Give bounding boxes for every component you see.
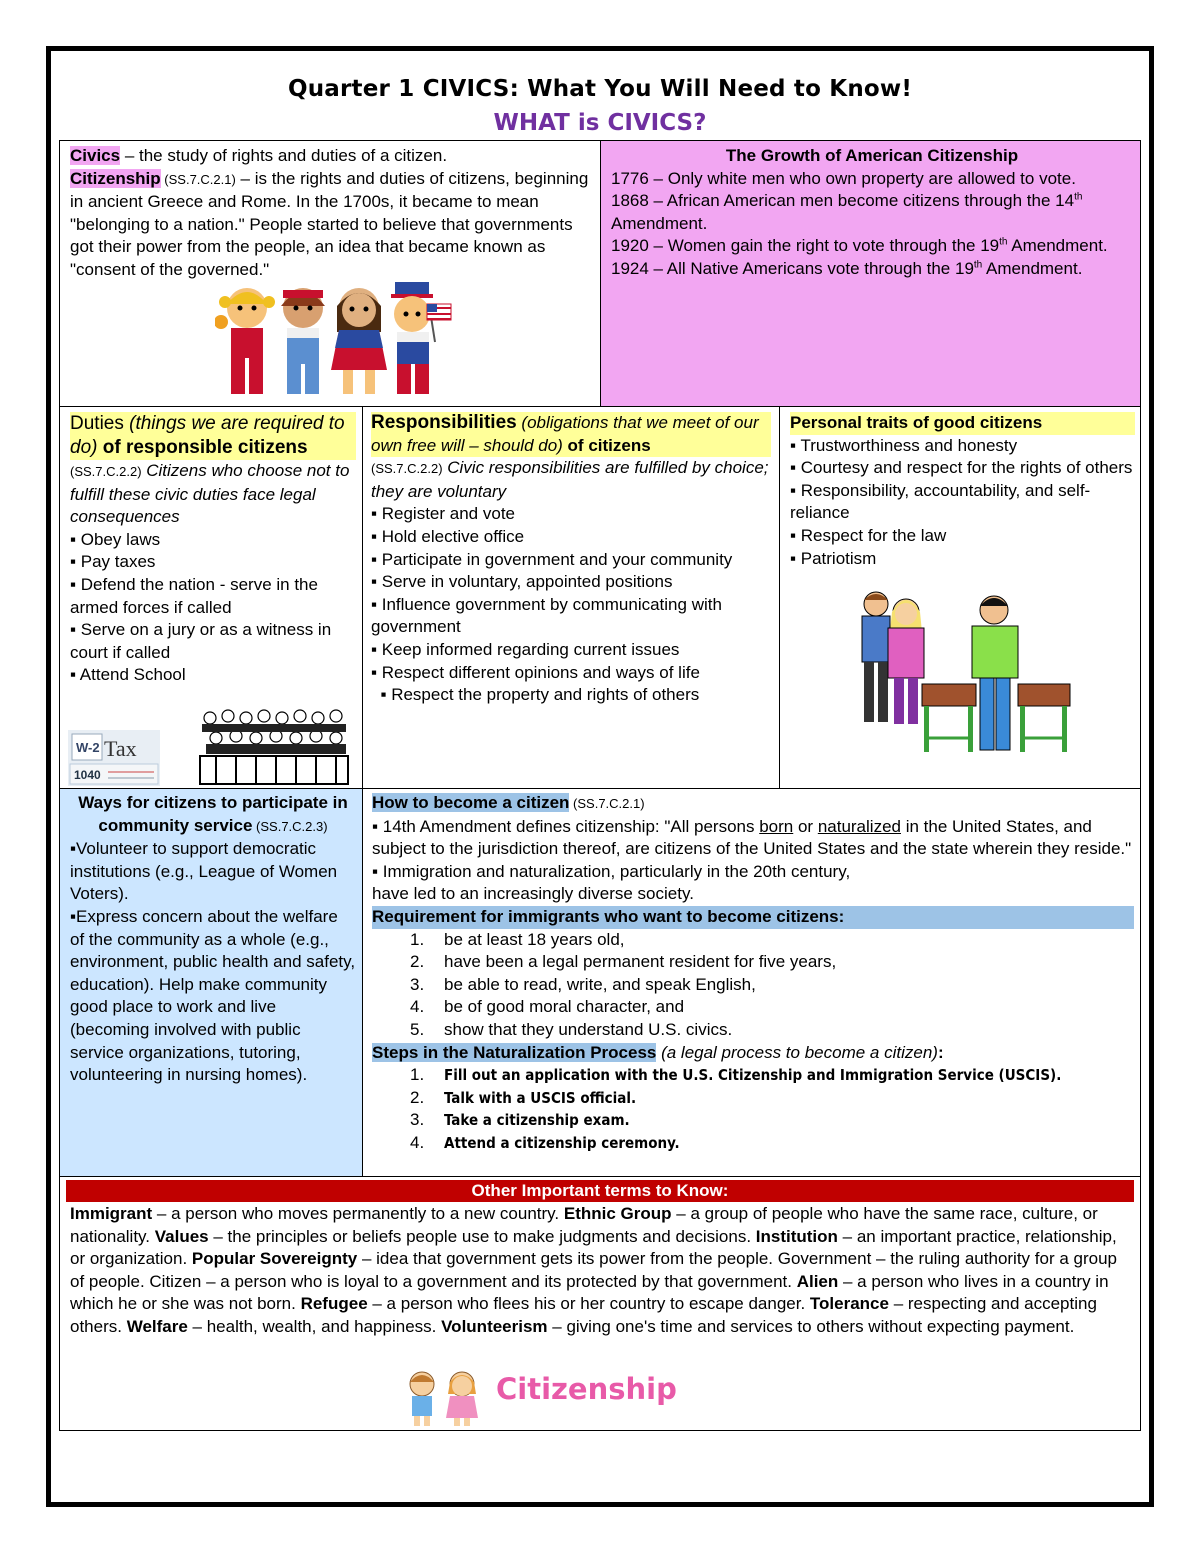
requirement-item: 1. be at least 18 years old, <box>410 929 625 949</box>
requirement-item: 3. be able to read, write, and speak English, <box>410 974 756 994</box>
citizenship-logo <box>400 1368 690 1428</box>
duties-item: ▪ Defend the nation - serve in the armed forces if called <box>70 574 318 617</box>
duties-code: (SS.7.C.2.2) <box>70 464 142 479</box>
page-subtitle: WHAT is CIVICS? <box>493 110 707 136</box>
children-icon <box>400 1368 492 1428</box>
student-3 <box>972 596 1018 750</box>
responsibility-item: ▪ Register and vote <box>371 504 515 524</box>
ways-heading: Ways for citizens to participate in community service <box>78 793 348 835</box>
divider <box>59 1176 1141 1177</box>
term: Popular Sovereignty <box>191 1249 358 1269</box>
step-item: 4. Attend a citizenship ceremony. <box>410 1132 680 1152</box>
growth-event: 1868 – African American men become citizens through the 14th Amendment. <box>611 191 1083 233</box>
responsibility-item: ▪ Participate in government and your community <box>371 549 733 569</box>
terms-paragraph: Immigrant – a person who moves permanently to a new country. Ethnic Group – a group of people who have the same race, culture, or nationality. Values – the principles or beliefs people use to make judgments and decisions. Institution – an important practice, relationship, or organization. Popular Sovereignty – idea that government gets its power from the people. Government – the ruling authority for a group of people. Citizen – a person who is loyal to a government and its protected by that government. Alien – a person who lives in a country in which he or she was not born. Refugee – a person who flees his or her country to escape danger. Tolerance – respecting and accepting others. Welfare – health, wealth, and happiness. Volunteerism – giving one's time and services to others without expecting payment. <box>70 1204 1117 1336</box>
ways-item: ▪Volunteer to support democratic institutions (e.g., League of Women Voters). <box>70 839 338 904</box>
ways-code: (SS.7.C.2.3) <box>252 818 328 834</box>
citizenship-definition: – is the rights and duties of citizens, beginning in ancient Greece and Rome. In the 1700s, it became to mean "belonging to a nation." People started to believe that governments got their power from the people, an idea that became known as "consent of the governed." <box>70 168 589 279</box>
requirement-item: 2. have been a legal permanent resident for five years, <box>410 952 837 972</box>
become-code: (SS.7.C.2.1) <box>569 796 645 811</box>
student-2 <box>888 599 924 724</box>
trait-item: ▪ Courtesy and respect for the rights of others <box>790 458 1133 478</box>
terms-heading: Other Important terms to Know: <box>66 1180 1134 1202</box>
citizenship-logo-text: Citizenship <box>496 1372 677 1406</box>
traits-panel <box>790 412 1135 570</box>
divider <box>600 140 601 407</box>
divider <box>362 406 363 1177</box>
growth-event: 1776 – Only white men who own property are allowed to vote. <box>611 168 1076 188</box>
responsibilities-heading-paren: (obligations that we meet of our own free will – should do) <box>371 413 759 455</box>
duties-item: ▪ Pay taxes <box>70 552 156 572</box>
responsibilities-heading-rest: of citizens <box>562 435 651 455</box>
tax-form-w2: W-2 <box>76 740 100 755</box>
growth-event: 1924 – All Native Americans vote through the 19th Amendment. <box>611 258 1083 278</box>
desk-1 <box>922 684 976 752</box>
amendment-paragraph: ▪ 14th Amendment defines citizenship: "All persons born or naturalized in the United States, and subject to the jurisdiction thereof, are citizens of the United States and the state wherein they reside." <box>372 816 1132 859</box>
ways-panel <box>70 792 356 1087</box>
divider <box>59 788 1141 789</box>
trait-item: ▪ Trustworthiness and honesty <box>790 435 1018 455</box>
duties-heading-rest: of responsible citizens <box>97 437 308 458</box>
responsibility-item: ▪ Respect different opinions and ways of life <box>371 662 700 682</box>
step-item: 1. Fill out an application with the U.S. Citizenship and Immigration Service (USCIS). <box>410 1065 1062 1085</box>
duties-item: ▪ Serve on a jury or as a witness in court if called <box>70 620 332 662</box>
responsibility-item: ▪ Serve in voluntary, appointed positions <box>371 572 673 592</box>
kids-illustration <box>215 282 455 402</box>
trait-item: ▪ Respect for the law <box>790 525 947 545</box>
term: Values <box>154 1226 209 1246</box>
citizenship-term: Citizenship <box>70 168 161 188</box>
trait-item: ▪ Responsibility, accountability, and self-reliance <box>790 480 1091 523</box>
duties-heading-word: Duties <box>70 413 124 434</box>
duties-item: ▪ Obey laws <box>70 529 161 549</box>
requirement-item: 5. show that they understand U.S. civics. <box>410 1019 733 1039</box>
responsibilities-panel <box>371 412 774 707</box>
duties-note: Citizens who choose not to fulfill these civic duties face legal consequences <box>70 461 350 527</box>
steps-list <box>372 1064 1136 1154</box>
growth-heading: The Growth of American Citizenship <box>725 146 1019 165</box>
pledge-illustration <box>842 588 1072 760</box>
step-item: 2. Talk with a USCIS official. <box>410 1087 637 1107</box>
divider <box>59 406 1141 407</box>
responsibility-item: ▪ Keep informed regarding current issues <box>371 639 680 659</box>
steps-heading-paren: (a legal process to become a citizen) <box>656 1042 938 1062</box>
kid-4 <box>391 282 451 394</box>
responsibility-item: ▪ Influence government by communicating with government <box>371 594 722 637</box>
student-1 <box>862 592 890 722</box>
kid-2 <box>281 288 325 394</box>
become-citizen-panel: How to become a citizen (SS.7.C.2.1) ▪ 14th Amendment defines citizenship: "All persons born or naturalized in the United States, and subject to the jurisdiction thereof, are citizens of the United States and the state wherein they reside." ▪ Immigration and naturalization, particularly in the 20th century, have led to an increasingly diverse society. Requirement for immigrants who want to become citizens: 1. be at least 18 years old, 2. have been a legal permanent resident for five years, 3. be able to read, write, and speak English, 4. be of good moral character, and 5. show that they understand U.S. civics. Steps in the Naturalization Process (a legal process to become a citizen): 1. Fill out an application with the U.S. Citizenship and Immigration Service (USCIS). 2. Talk with a USCIS official. 3. Take a citizenship exam. 4. Attend a citizenship ceremony. <box>372 792 1136 1155</box>
requirements-heading: Requirement for immigrants who want to become citizens: <box>372 906 1134 929</box>
growth-of-citizenship <box>611 145 1133 281</box>
term: Ethnic Group <box>563 1204 672 1223</box>
responsibilities-note: Civic responsibilities are fulfilled by choice; they are voluntary <box>371 458 769 501</box>
term: Alien <box>796 1271 839 1291</box>
citizenship-code: (SS.7.C.2.1) <box>160 171 236 187</box>
term: Tolerance <box>809 1294 889 1314</box>
duties-panel <box>70 412 356 687</box>
trait-item: ▪ Patriotism <box>790 548 877 568</box>
tax-label: Tax <box>104 736 137 761</box>
civics-definition: – the study of rights and duties of a citizen. <box>120 146 448 165</box>
ways-item: ▪Express concern about the welfare of the community as a whole (e.g., environment, public health and safety, education). Help make community good place to work and live (becoming involved with public service organizations, tutoring, volunteering in nursing homes). <box>70 906 356 1085</box>
desk-2 <box>1018 684 1070 752</box>
traits-heading: Personal traits of good citizens <box>790 412 1135 435</box>
growth-event: 1920 – Women gain the right to vote through the 19th Amendment. <box>611 236 1108 256</box>
kid-1 <box>215 288 275 394</box>
responsibility-item: ▪ Hold elective office <box>371 526 525 546</box>
steps-heading: Steps in the Naturalization Process <box>372 1042 657 1062</box>
term: Refugee <box>300 1294 368 1314</box>
become-heading: How to become a citizen <box>372 793 570 812</box>
term: Volunteerism <box>441 1316 548 1336</box>
responsibilities-heading-word: Responsibilities <box>371 412 517 433</box>
tax-form-1040: 1040 <box>74 768 101 782</box>
duties-heading-paren: (things we are required to do) <box>70 413 345 458</box>
divider <box>779 406 780 788</box>
civics-definitions <box>70 145 590 282</box>
responsibilities-code: (SS.7.C.2.2) <box>371 461 443 477</box>
requirements-list <box>372 929 1136 1042</box>
requirement-item: 4. be of good moral character, and <box>410 997 685 1017</box>
page-title: Quarter 1 CIVICS: What You Will Need to Know! <box>287 76 913 102</box>
term: Welfare <box>126 1316 188 1336</box>
term: Institution <box>755 1226 838 1246</box>
duties-item: ▪ Attend School <box>70 665 186 685</box>
tax-forms-image <box>68 730 160 786</box>
step-item: 3. Take a citizenship exam. <box>410 1110 630 1130</box>
civics-term: Civics <box>70 146 121 165</box>
responsibility-item: ▪ Respect the property and rights of others <box>371 685 700 705</box>
term: Immigrant <box>70 1204 153 1223</box>
kid-3 <box>331 288 387 394</box>
immigration-paragraph: ▪ Immigration and naturalization, particularly in the 20th century, have led to an increasingly diverse society. <box>372 861 851 904</box>
jury-illustration <box>196 706 352 786</box>
